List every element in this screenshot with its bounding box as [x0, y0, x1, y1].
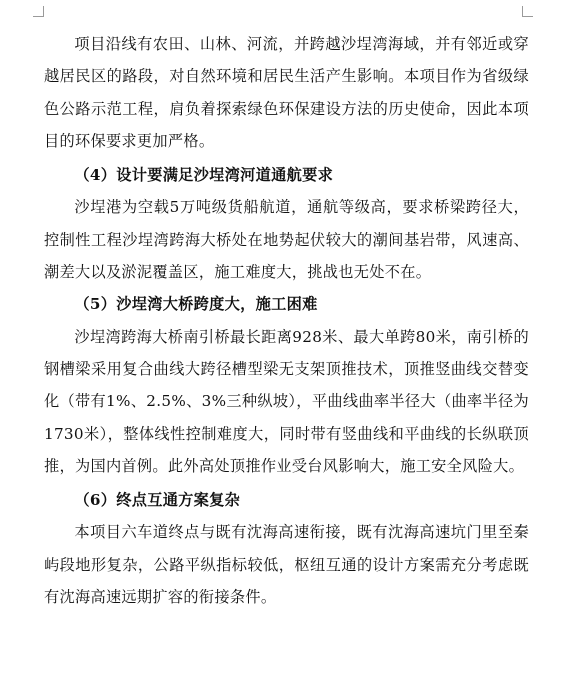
paragraph-navigation: 沙埕港为空载5万吨级货船航道，通航等级高，要求桥梁跨径大，控制性工程沙埕湾跨海大桥处在地势起伏较大的潮间基岩带，风速高、潮差大以及淤泥覆盖区，施工难度大，挑战也无处不在。 — [44, 198, 529, 282]
heading-navigation-requirement: （4）设计要满足沙埕湾河道通航要求 — [74, 166, 334, 185]
paragraph-bridge: 沙埕湾跨海大桥南引桥最长距离928米、最大单跨80米，南引桥的钢槽梁采用复合曲线大跨径槽型梁无支架顶推技术，顶推竖曲线交替变化（带有1%、2.5%、3%三种纵坡），平曲线曲率半径大（曲率半径为1730米），整体线性控制难度大，同时带有竖曲线和平曲线的长纵联顶推，为国内首例。此外高处顶推作业受台风影响大，施工安全风险大。 — [44, 327, 529, 475]
crop-mark-top-left — [33, 6, 44, 17]
paragraph-environment: 项目沿线有农田、山林、河流，并跨越沙埕湾海域，并有邻近或穿越居民区的路段，对自然环境和居民生活产生影响。本项目作为省级绿色公路示范工程，肩负着探索绿色环保建设方法的历史使命，因此本项目的环保要求更加严格。 — [44, 35, 529, 150]
crop-mark-top-right — [522, 6, 533, 17]
heading-interchange: （6）终点互通方案复杂 — [74, 491, 241, 510]
document-body — [44, 28, 529, 613]
paragraph-interchange: 本项目六车道终点与既有沈海高速衔接，既有沈海高速坑门里至秦屿段地形复杂，公路平纵指标较低，枢纽互通的设计方案需充分考虑既有沈海高速远期扩容的衔接条件。 — [44, 523, 529, 607]
heading-bridge-span: （5）沙埕湾大桥跨度大，施工困难 — [74, 295, 318, 314]
